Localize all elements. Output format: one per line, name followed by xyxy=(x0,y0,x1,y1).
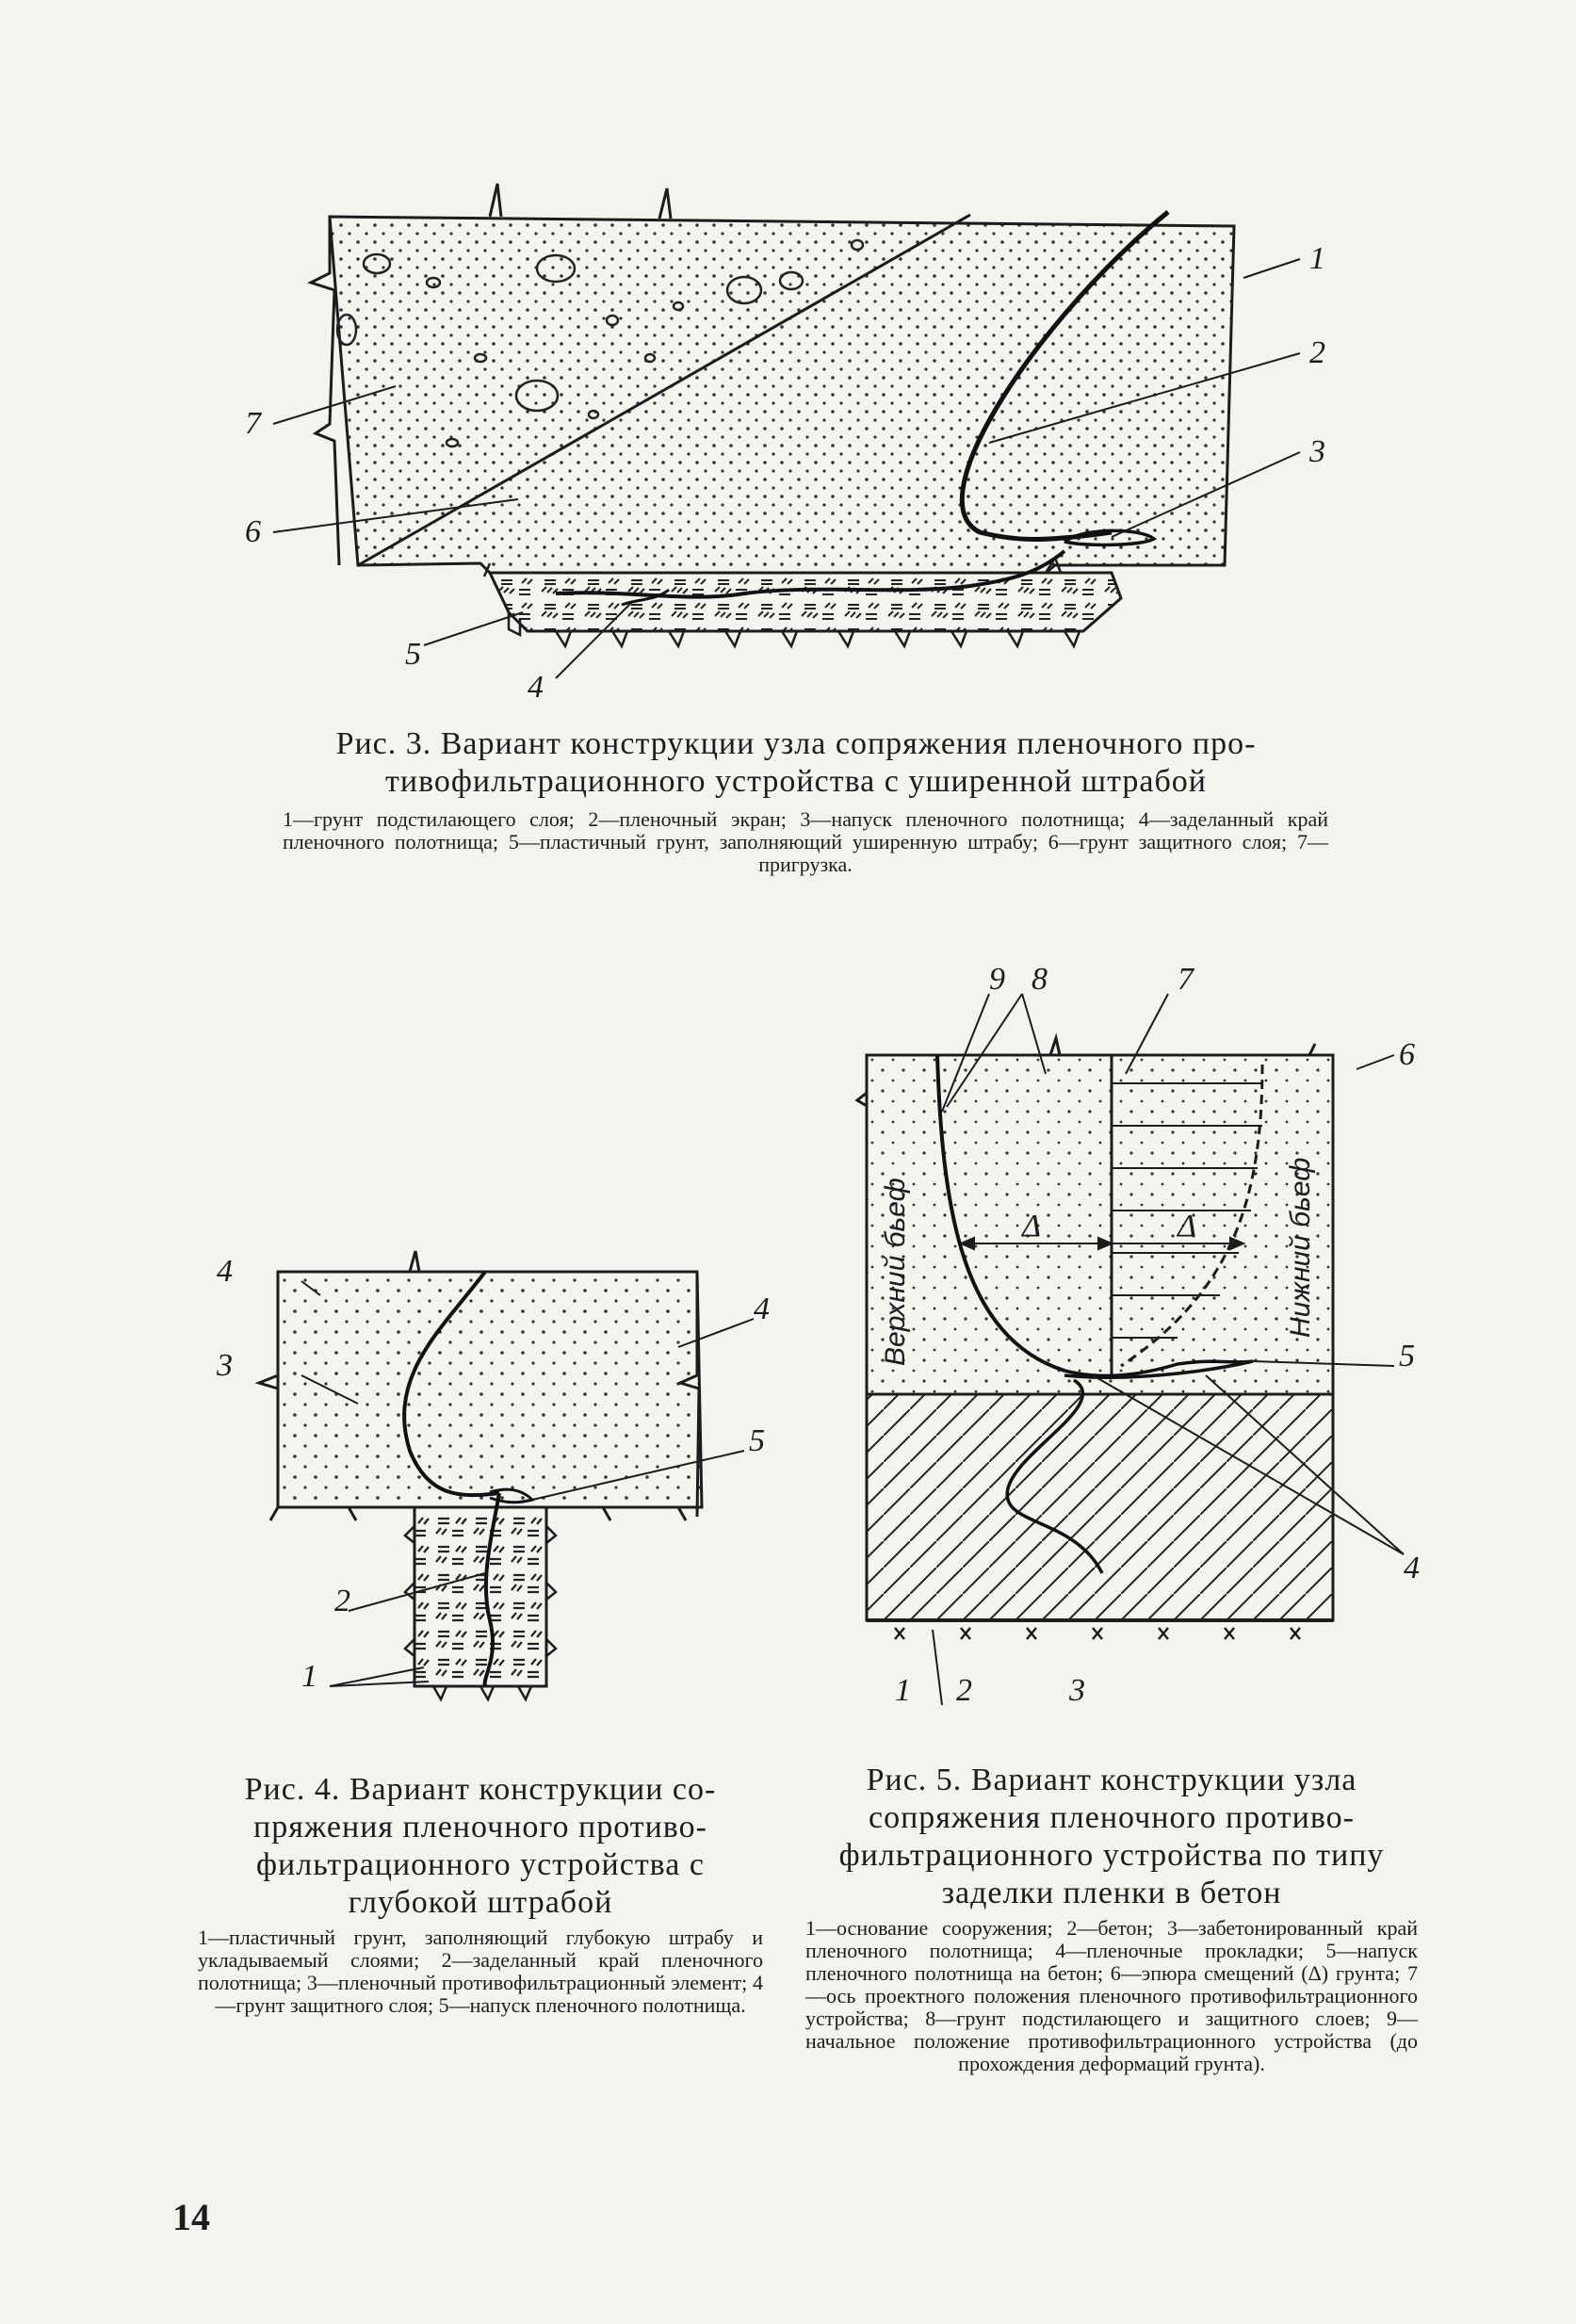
fig5-label-3: 3 xyxy=(1069,1673,1085,1708)
fig3-trench xyxy=(490,573,1121,631)
fig5-label-4: 4 xyxy=(1404,1551,1420,1585)
caption-line: пряжения пленочного противо- xyxy=(253,1810,707,1845)
caption-line: глубокой штрабой xyxy=(348,1885,613,1920)
fig3-label-1: 1 xyxy=(1309,241,1325,276)
fig5-soil-layer xyxy=(867,1055,1333,1394)
figure-4-caption xyxy=(198,1771,763,1922)
fig4-label-3: 3 xyxy=(217,1348,233,1383)
fig3-label-2: 2 xyxy=(1309,335,1325,370)
caption-line: фильтрационного устройства по типу xyxy=(838,1838,1385,1873)
figure-3-drawing xyxy=(236,170,1347,705)
caption-line: фильтрационного устройства с xyxy=(256,1847,705,1882)
fig5-delta-left: Δ xyxy=(1022,1209,1041,1243)
fig5-label-9: 9 xyxy=(989,962,1005,997)
caption-line: Рис. 5. Вариант конструкции узла xyxy=(866,1763,1357,1797)
figure-3-legend: 1—грунт подстилающего слоя; 2—пленочный экран; 3—напуск пленочного полотнища; 4—заделанный край пленочного полотнища; 5—пластичный грунт, заполняющий уширенную штрабу; 6—грунт защитного слоя; 7—пригрузка. xyxy=(283,807,1328,876)
figure-5-legend: 1—основание сооружения; 2—бетон; 3—забетонированный край пленочного полотнища; 4—пленочные прокладки; 5—напуск пленочного полотнища на бетон; 6—эпюра смещений (Δ) грунта; 7—ось проектного положения пленочного противофильтрационного устройства; 8—грунт подстилающего и защитного слоев; 9—начальное положение противофильтрационного устройства (до прохождения деформаций грунта). xyxy=(805,1916,1418,2075)
fig4-label-4b: 4 xyxy=(754,1292,770,1326)
fig4-trench xyxy=(414,1507,546,1686)
fig5-downstream-label: Нижний бьеф xyxy=(1285,1157,1316,1338)
fig5-label-5: 5 xyxy=(1399,1339,1415,1373)
fig5-label-2: 2 xyxy=(956,1673,972,1708)
fig4-label-2: 2 xyxy=(334,1584,350,1618)
fig4-label-5: 5 xyxy=(749,1423,765,1458)
fig5-delta-right: Δ xyxy=(1178,1209,1196,1243)
fig3-label-3: 3 xyxy=(1309,434,1325,469)
figure-4-drawing xyxy=(207,1243,791,1733)
fig5-label-6: 6 xyxy=(1399,1037,1415,1072)
fig5-label-7: 7 xyxy=(1178,962,1194,997)
page-number: 14 xyxy=(172,2196,210,2238)
fig5-label-1: 1 xyxy=(895,1673,911,1708)
fig5-label-8: 8 xyxy=(1032,962,1048,997)
caption-line: сопряжения пленочного противо- xyxy=(869,1800,1355,1835)
figure-5-drawing xyxy=(857,961,1498,1715)
fig3-soil-body xyxy=(330,217,1234,573)
fig3-label-7: 7 xyxy=(245,406,261,441)
fig4-label-1: 1 xyxy=(301,1659,317,1694)
fig4-label-4a: 4 xyxy=(217,1254,233,1289)
figure-4-legend: 1—пластичный грунт, заполняющий глубокую штрабу и укладываемый слоями; 2—заделанный край пленочного полотнища; 3—пленочный противофильтрационный элемент; 4—грунт защитного слоя; 5—напуск пленочного полотнища. xyxy=(198,1926,763,2017)
figure-3-caption xyxy=(254,725,1338,801)
caption-line: тивофильтрационного устройства с уширенной штрабой xyxy=(385,764,1207,799)
fig3-label-6: 6 xyxy=(245,514,261,549)
caption-line: Рис. 3. Вариант конструкции узла сопряжения пленочного про- xyxy=(335,726,1257,761)
fig5-upstream-label: Верхний бьеф xyxy=(880,1178,911,1366)
caption-line: Рис. 4. Вариант конструкции со- xyxy=(244,1772,717,1807)
figure-5-caption xyxy=(801,1762,1422,1912)
fig4-soil-body xyxy=(278,1272,702,1507)
caption-line: заделки пленки в бетон xyxy=(941,1876,1282,1910)
fig3-label-4: 4 xyxy=(528,670,544,705)
fig3-label-5: 5 xyxy=(405,637,421,672)
